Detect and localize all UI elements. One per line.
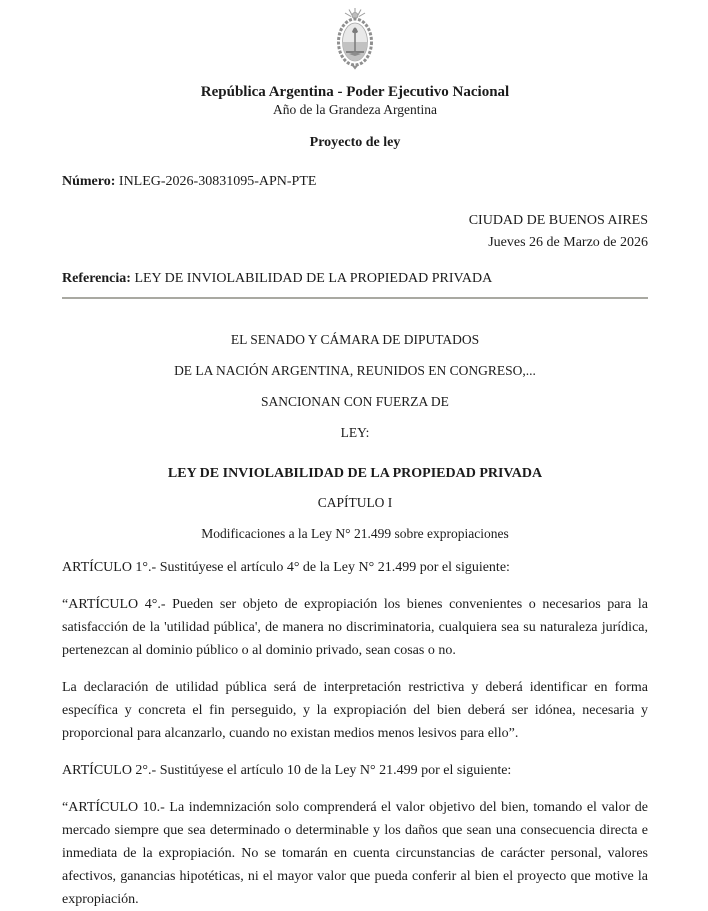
reference-line [62, 271, 648, 287]
preamble-line-nation: DE LA NACIÓN ARGENTINA, REUNIDOS EN CONGRESO,... [174, 363, 536, 378]
law-title: LEY DE INVIOLABILIDAD DE LA PROPIEDAD PRIVADA [167, 466, 543, 481]
utility-declaration-paragraph: La declaración de utilidad pública será de interpretación restrictiva y deberá identificar en forma específica y concreta el fin perseguido, y la expropiación del bien deberá ser idónea, necesaria y proporcional para alcanzarlo, cuando no existan medios menos lesivos para ello”. [62, 680, 648, 741]
argentina-coat-of-arms-icon [319, 8, 391, 70]
republic-title: República Argentina - Poder Ejecutivo Nacional [200, 84, 510, 100]
article-10-quoted-text: “ARTÍCULO 10.- La indemnización solo comprenderá el valor objetivo del bien, tomando el valor de mercado siempre que sea determinado o determinable y los daños que sean una consecuencia directa e inmediata de la expropiación. No se tomarán en cuenta circunstancias de carácter personal, valores afectivos, ganancias hipotéticas, ni el mayor valor que pueda conferir al bien el proyecto que motive la expropiación. [62, 800, 648, 907]
reference-value: LEY DE INVIOLABILIDAD DE LA PROPIEDAD PRIVADA [134, 271, 493, 286]
document-header-emblem [62, 8, 648, 75]
preamble-line-senate: EL SENADO Y CÁMARA DE DIPUTADOS [230, 332, 480, 347]
number-label: Número: [62, 174, 116, 189]
preamble-block [62, 333, 648, 440]
article-2-lead: ARTÍCULO 2°.- Sustitúyese el artículo 10 de la Ley N° 21.499 por el siguiente: [62, 763, 512, 778]
number-value: INLEG-2026-30831095-APN-PTE [118, 174, 317, 189]
article-4-quoted-text: “ARTÍCULO 4°.- Pueden ser objeto de expropiación los bienes convenientes o necesarios para la satisfacción de la 'utilidad pública', de manera no discriminatoria, cualquiera sea su naturaleza jurídica, pertenezcan al dominio público o al dominio privado, sean cosas o no. [62, 597, 648, 658]
header-divider [62, 297, 648, 299]
year-motto: Año de la Grandeza Argentina [273, 102, 437, 117]
chapter-subtitle: Modificaciones a la Ley N° 21.499 sobre expropiaciones [201, 526, 509, 541]
article-1-lead: ARTÍCULO 1°.- Sustitúyese el artículo 4° de la Ley N° 21.499 por el siguiente: [62, 560, 510, 575]
document-type-heading: Proyecto de ley [309, 135, 401, 150]
place-date-block [62, 210, 648, 254]
reference-label: Referencia: [62, 271, 131, 286]
document-number-line [62, 174, 648, 190]
date-line: Jueves 26 de Marzo de 2026 [488, 235, 648, 250]
preamble-line-ley: LEY: [340, 425, 370, 440]
city-line: CIUDAD DE BUENOS AIRES [468, 213, 648, 228]
chapter-heading: CAPÍTULO I [317, 495, 393, 510]
preamble-line-sanction: SANCIONAN CON FUERZA DE [261, 394, 449, 409]
